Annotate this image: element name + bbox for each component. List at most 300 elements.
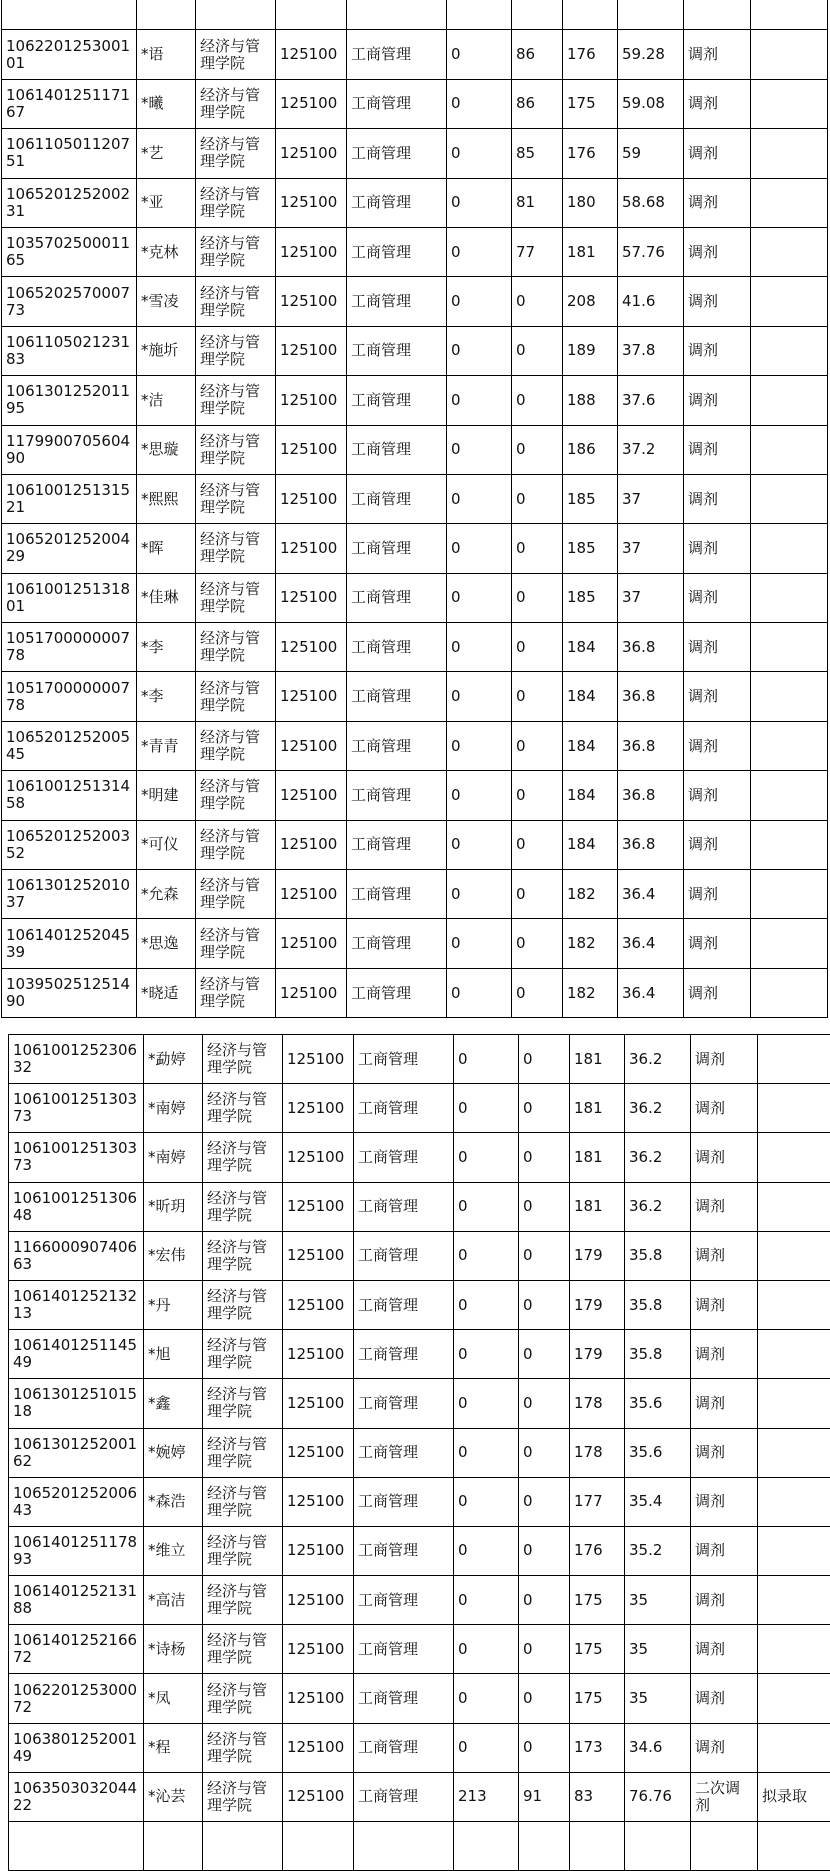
score-2-cell: 0	[512, 376, 563, 425]
table-row	[2, 771, 828, 820]
major-name-cell: 工商管理	[354, 1477, 454, 1526]
score-1-cell: 0	[454, 1477, 519, 1526]
major-code-cell: 125100	[283, 1084, 354, 1133]
college-cell: 经济与管理学院	[196, 524, 276, 573]
table-row	[9, 1576, 830, 1625]
score-2-cell: 0	[512, 771, 563, 820]
table-row	[9, 1674, 830, 1723]
score-3-cell: 184	[563, 721, 618, 770]
candidate-name-cell: *佳琳	[137, 573, 196, 622]
total-score-cell: 36.4	[618, 919, 684, 968]
candidate-name-cell: *维立	[144, 1526, 203, 1575]
table-row	[2, 820, 828, 869]
admission-type-cell: 调剂	[684, 820, 751, 869]
major-name-cell: 工商管理	[354, 1723, 454, 1772]
major-name-cell: 工商管理	[347, 79, 447, 128]
total-score-cell: 37	[618, 524, 684, 573]
admission-type-cell: 调剂	[691, 1035, 758, 1084]
score-2-cell: 0	[512, 919, 563, 968]
major-name-cell: 工商管理	[347, 623, 447, 672]
score-2-cell: 77	[512, 227, 563, 276]
total-score-cell: 35.6	[625, 1428, 691, 1477]
candidate-id-cell	[2, 0, 137, 30]
score-3-cell: 178	[570, 1379, 625, 1428]
candidate-id-cell: 106130125201195	[2, 376, 137, 425]
total-score-cell: 35.8	[625, 1330, 691, 1379]
major-code-cell: 125100	[283, 1625, 354, 1674]
candidate-id-cell: 106100125131521	[2, 474, 137, 523]
score-table-top	[1, 0, 828, 1018]
total-score-cell: 35	[625, 1625, 691, 1674]
candidate-id-cell: 106520125200545	[2, 721, 137, 770]
score-3-cell: 83	[570, 1772, 625, 1821]
candidate-name-cell: *凤	[144, 1674, 203, 1723]
major-name-cell: 工商管理	[347, 129, 447, 178]
total-score-cell: 35	[625, 1576, 691, 1625]
candidate-id-cell: 106220125300072	[9, 1674, 144, 1723]
candidate-id-cell: 106220125300101	[2, 30, 137, 79]
score-3-cell: 182	[563, 968, 618, 1017]
note-cell	[751, 227, 828, 276]
note-cell	[751, 30, 828, 79]
score-3-cell: 184	[563, 820, 618, 869]
major-name-cell: 工商管理	[347, 227, 447, 276]
admission-type-cell: 调剂	[691, 1379, 758, 1428]
total-score-cell: 36.4	[618, 870, 684, 919]
major-code-cell: 125100	[283, 1035, 354, 1084]
table-row	[9, 1084, 830, 1133]
score-3-cell: 181	[563, 227, 618, 276]
major-name-cell: 工商管理	[354, 1625, 454, 1674]
major-name-cell: 工商管理	[347, 968, 447, 1017]
college-cell: 经济与管理学院	[196, 376, 276, 425]
table-row	[9, 1822, 830, 1871]
score-2-cell: 86	[512, 30, 563, 79]
score-1-cell: 0	[447, 474, 512, 523]
score-3-cell: 188	[563, 376, 618, 425]
major-code-cell: 125100	[276, 227, 347, 276]
table-row	[2, 79, 828, 128]
score-2-cell: 0	[512, 524, 563, 573]
candidate-name-cell: *丹	[144, 1280, 203, 1329]
total-score-cell: 37.2	[618, 425, 684, 474]
major-code-cell: 125100	[283, 1674, 354, 1723]
candidate-id-cell: 106140125216672	[9, 1625, 144, 1674]
table-row	[2, 919, 828, 968]
score-3-cell: 180	[563, 178, 618, 227]
note-cell	[751, 326, 828, 375]
major-name-cell: 工商管理	[347, 573, 447, 622]
candidate-id-cell: 116600090740663	[9, 1231, 144, 1280]
score-3-cell: 178	[570, 1428, 625, 1477]
admission-type-cell: 调剂	[684, 968, 751, 1017]
candidate-name-cell: *勐婷	[144, 1035, 203, 1084]
score-2-cell: 0	[519, 1477, 570, 1526]
score-1-cell: 0	[447, 771, 512, 820]
candidate-id-cell: 106100125130373	[9, 1084, 144, 1133]
admission-type-cell: 调剂	[691, 1231, 758, 1280]
total-score-cell: 76.76	[625, 1772, 691, 1821]
major-name-cell: 工商管理	[347, 474, 447, 523]
major-name-cell: 工商管理	[347, 672, 447, 721]
table-row	[2, 721, 828, 770]
score-2-cell: 0	[512, 672, 563, 721]
total-score-cell: 36.2	[625, 1133, 691, 1182]
score-3-cell: 185	[563, 524, 618, 573]
major-code-cell: 125100	[283, 1723, 354, 1772]
total-score-cell: 36.8	[618, 721, 684, 770]
admission-type-cell: 调剂	[691, 1182, 758, 1231]
score-2-cell: 0	[512, 820, 563, 869]
score-2-cell: 0	[512, 277, 563, 326]
major-code-cell: 125100	[276, 573, 347, 622]
college-cell: 经济与管理学院	[196, 820, 276, 869]
table-row	[2, 30, 828, 79]
major-code-cell: 125100	[283, 1576, 354, 1625]
admission-type-cell: 调剂	[684, 227, 751, 276]
major-code-cell: 125100	[283, 1133, 354, 1182]
major-name-cell: 工商管理	[354, 1379, 454, 1428]
major-code-cell: 125100	[276, 129, 347, 178]
admission-type-cell: 调剂	[684, 277, 751, 326]
college-cell: 经济与管理学院	[196, 968, 276, 1017]
score-3-cell: 208	[563, 277, 618, 326]
candidate-name-cell: *青青	[137, 721, 196, 770]
major-code-cell: 125100	[276, 870, 347, 919]
candidate-name-cell: *婉婷	[144, 1428, 203, 1477]
total-score-cell: 34.6	[625, 1723, 691, 1772]
score-1-cell: 0	[447, 721, 512, 770]
candidate-id-cell: 106140125117893	[9, 1526, 144, 1575]
note-cell	[758, 1084, 830, 1133]
college-cell: 经济与管理学院	[196, 623, 276, 672]
total-score-cell: 35.2	[625, 1526, 691, 1575]
note-cell	[758, 1674, 830, 1723]
major-name-cell	[347, 0, 447, 30]
candidate-id-cell: 106520125200429	[2, 524, 137, 573]
candidate-id-cell: 106140125213213	[9, 1280, 144, 1329]
major-code-cell: 125100	[283, 1182, 354, 1231]
candidate-name-cell: *森浩	[144, 1477, 203, 1526]
candidate-id-cell: 106140125213188	[9, 1576, 144, 1625]
major-name-cell: 工商管理	[347, 524, 447, 573]
table-row	[2, 524, 828, 573]
note-cell	[758, 1526, 830, 1575]
table-row	[9, 1133, 830, 1182]
major-name-cell: 工商管理	[347, 326, 447, 375]
score-1-cell: 0	[454, 1723, 519, 1772]
major-code-cell: 125100	[276, 721, 347, 770]
table-row	[9, 1625, 830, 1674]
score-1-cell: 0	[454, 1330, 519, 1379]
admission-type-cell: 调剂	[684, 623, 751, 672]
note-cell	[751, 968, 828, 1017]
score-2-cell	[512, 0, 563, 30]
score-1-cell: 213	[454, 1772, 519, 1821]
score-2-cell: 0	[519, 1280, 570, 1329]
score-2-cell: 0	[512, 968, 563, 1017]
admission-type-cell: 调剂	[684, 129, 751, 178]
major-code-cell: 125100	[283, 1379, 354, 1428]
candidate-id-cell: 106110502123183	[2, 326, 137, 375]
major-code-cell: 125100	[276, 771, 347, 820]
admission-type-cell: 调剂	[684, 524, 751, 573]
table-row	[9, 1035, 830, 1084]
major-code-cell: 125100	[283, 1330, 354, 1379]
candidate-name-cell	[137, 0, 196, 30]
table-row	[9, 1379, 830, 1428]
total-score-cell: 36.8	[618, 771, 684, 820]
score-3-cell: 189	[563, 326, 618, 375]
admission-type-cell: 调剂	[691, 1625, 758, 1674]
college-cell: 经济与管理学院	[203, 1526, 283, 1575]
note-cell	[751, 277, 828, 326]
total-score-cell	[618, 0, 684, 30]
score-3-cell: 179	[570, 1231, 625, 1280]
admission-type-cell	[684, 0, 751, 30]
candidate-name-cell: *熙熙	[137, 474, 196, 523]
candidate-name-cell: *高洁	[144, 1576, 203, 1625]
score-1-cell: 0	[454, 1084, 519, 1133]
total-score-cell: 41.6	[618, 277, 684, 326]
note-cell	[758, 1280, 830, 1329]
note-cell	[751, 79, 828, 128]
note-cell	[751, 919, 828, 968]
admission-type-cell: 调剂	[691, 1428, 758, 1477]
major-name-cell: 工商管理	[347, 919, 447, 968]
score-1-cell: 0	[454, 1428, 519, 1477]
table-row	[2, 672, 828, 721]
admission-type-cell: 调剂	[684, 474, 751, 523]
score-1-cell	[447, 0, 512, 30]
note-cell	[751, 474, 828, 523]
major-code-cell: 125100	[276, 968, 347, 1017]
total-score-cell: 37	[618, 573, 684, 622]
score-3-cell: 176	[570, 1526, 625, 1575]
major-code-cell	[276, 0, 347, 30]
note-cell	[751, 870, 828, 919]
note-cell	[751, 129, 828, 178]
major-code-cell: 125100	[276, 30, 347, 79]
admission-type-cell: 调剂	[684, 30, 751, 79]
note-cell	[758, 1822, 830, 1871]
score-1-cell: 0	[447, 178, 512, 227]
candidate-name-cell: *李	[137, 672, 196, 721]
major-code-cell: 125100	[276, 326, 347, 375]
total-score-cell: 58.68	[618, 178, 684, 227]
candidate-name-cell: *可仪	[137, 820, 196, 869]
total-score-cell: 37.6	[618, 376, 684, 425]
table-row	[2, 129, 828, 178]
admission-type-cell: 二次调剂	[691, 1772, 758, 1821]
total-score-cell: 36.8	[618, 820, 684, 869]
college-cell: 经济与管理学院	[203, 1772, 283, 1821]
score-3-cell: 184	[563, 771, 618, 820]
score-1-cell: 0	[447, 30, 512, 79]
total-score-cell: 36.8	[618, 623, 684, 672]
college-cell	[196, 0, 276, 30]
score-3-cell: 179	[570, 1330, 625, 1379]
candidate-name-cell: *亚	[137, 178, 196, 227]
major-code-cell: 125100	[283, 1526, 354, 1575]
candidate-id-cell: 106140125114549	[9, 1330, 144, 1379]
major-name-cell: 工商管理	[354, 1084, 454, 1133]
score-3-cell: 185	[563, 474, 618, 523]
college-cell: 经济与管理学院	[196, 178, 276, 227]
candidate-id-cell: 106140125204539	[2, 919, 137, 968]
candidate-id-cell: 106380125200149	[9, 1723, 144, 1772]
major-name-cell: 工商管理	[354, 1280, 454, 1329]
admission-type-cell: 调剂	[684, 672, 751, 721]
note-cell	[758, 1625, 830, 1674]
college-cell: 经济与管理学院	[203, 1133, 283, 1182]
major-name-cell: 工商管理	[347, 30, 447, 79]
major-name-cell: 工商管理	[354, 1674, 454, 1723]
college-cell: 经济与管理学院	[203, 1723, 283, 1772]
candidate-name-cell: *洁	[137, 376, 196, 425]
major-code-cell: 125100	[276, 376, 347, 425]
score-1-cell: 0	[447, 672, 512, 721]
total-score-cell: 35	[625, 1674, 691, 1723]
score-3-cell: 181	[570, 1133, 625, 1182]
admission-type-cell: 调剂	[684, 721, 751, 770]
total-score-cell: 37.8	[618, 326, 684, 375]
college-cell: 经济与管理学院	[196, 425, 276, 474]
score-table-bottom	[8, 1034, 830, 1871]
college-cell: 经济与管理学院	[196, 919, 276, 968]
score-3-cell: 182	[563, 870, 618, 919]
score-2-cell: 0	[519, 1231, 570, 1280]
score-1-cell: 0	[454, 1625, 519, 1674]
admission-type-cell: 调剂	[691, 1133, 758, 1182]
major-name-cell: 工商管理	[354, 1035, 454, 1084]
note-cell	[751, 771, 828, 820]
score-2-cell: 0	[519, 1625, 570, 1674]
note-cell	[751, 524, 828, 573]
major-code-cell: 125100	[276, 524, 347, 573]
major-name-cell: 工商管理	[354, 1772, 454, 1821]
score-3-cell: 184	[563, 672, 618, 721]
major-name-cell: 工商管理	[354, 1526, 454, 1575]
score-2-cell: 0	[519, 1182, 570, 1231]
major-code-cell: 125100	[276, 79, 347, 128]
admission-type-cell: 调剂	[684, 425, 751, 474]
score-3-cell: 181	[570, 1084, 625, 1133]
note-cell: 拟录取	[758, 1772, 830, 1821]
note-cell	[751, 178, 828, 227]
major-code-cell: 125100	[276, 277, 347, 326]
note-cell	[751, 672, 828, 721]
admission-type-cell: 调剂	[684, 326, 751, 375]
total-score-cell: 35.4	[625, 1477, 691, 1526]
score-3-cell: 181	[570, 1182, 625, 1231]
score-3-cell: 175	[570, 1625, 625, 1674]
major-name-cell: 工商管理	[347, 277, 447, 326]
major-code-cell: 125100	[276, 474, 347, 523]
admission-type-cell: 调剂	[691, 1330, 758, 1379]
college-cell: 经济与管理学院	[196, 870, 276, 919]
college-cell: 经济与管理学院	[196, 326, 276, 375]
major-code-cell: 125100	[276, 623, 347, 672]
score-1-cell: 0	[454, 1280, 519, 1329]
note-cell	[751, 721, 828, 770]
total-score-cell: 59.08	[618, 79, 684, 128]
candidate-name-cell: *诗杨	[144, 1625, 203, 1674]
candidate-name-cell: *曦	[137, 79, 196, 128]
candidate-id-cell	[9, 1822, 144, 1871]
score-3-cell: 176	[563, 129, 618, 178]
college-cell: 经济与管理学院	[203, 1428, 283, 1477]
candidate-id-cell: 106520125200352	[2, 820, 137, 869]
admission-type-cell: 调剂	[691, 1674, 758, 1723]
score-1-cell: 0	[454, 1035, 519, 1084]
note-cell	[758, 1133, 830, 1182]
candidate-name-cell: *克林	[137, 227, 196, 276]
major-name-cell: 工商管理	[354, 1231, 454, 1280]
candidate-name-cell: *艺	[137, 129, 196, 178]
college-cell: 经济与管理学院	[196, 474, 276, 523]
candidate-id-cell: 117990070560490	[2, 425, 137, 474]
admission-type-cell: 调剂	[691, 1084, 758, 1133]
candidate-id-cell: 106520125200231	[2, 178, 137, 227]
admission-type-cell: 调剂	[684, 376, 751, 425]
candidate-id-cell: 106100125131801	[2, 573, 137, 622]
table-row	[9, 1280, 830, 1329]
college-cell: 经济与管理学院	[203, 1035, 283, 1084]
major-name-cell: 工商管理	[354, 1576, 454, 1625]
score-2-cell: 0	[519, 1526, 570, 1575]
candidate-id-cell: 106130125200162	[9, 1428, 144, 1477]
total-score-cell: 36.4	[618, 968, 684, 1017]
score-1-cell: 0	[447, 326, 512, 375]
note-cell	[751, 820, 828, 869]
major-code-cell: 125100	[276, 820, 347, 869]
admission-type-cell: 调剂	[691, 1477, 758, 1526]
score-2-cell: 0	[512, 573, 563, 622]
score-1-cell: 0	[447, 968, 512, 1017]
table-row	[2, 277, 828, 326]
score-1-cell: 0	[454, 1231, 519, 1280]
table-row	[9, 1428, 830, 1477]
admission-type-cell: 调剂	[691, 1280, 758, 1329]
score-3-cell: 177	[570, 1477, 625, 1526]
table-row	[9, 1723, 830, 1772]
total-score-cell: 57.76	[618, 227, 684, 276]
score-2-cell: 0	[519, 1084, 570, 1133]
score-2-cell: 0	[512, 326, 563, 375]
note-cell	[758, 1428, 830, 1477]
major-name-cell: 工商管理	[347, 820, 447, 869]
total-score-cell: 59	[618, 129, 684, 178]
candidate-id-cell: 103950251251490	[2, 968, 137, 1017]
candidate-name-cell: *雪凌	[137, 277, 196, 326]
candidate-name-cell: *鑫	[144, 1379, 203, 1428]
score-2-cell: 0	[519, 1035, 570, 1084]
score-3-cell	[570, 1822, 625, 1871]
table-row	[9, 1231, 830, 1280]
score-1-cell: 0	[454, 1576, 519, 1625]
total-score-cell: 36.2	[625, 1084, 691, 1133]
college-cell: 经济与管理学院	[196, 227, 276, 276]
candidate-name-cell: *思逸	[137, 919, 196, 968]
table-row	[9, 1477, 830, 1526]
candidate-name-cell	[144, 1822, 203, 1871]
score-2-cell: 0	[519, 1330, 570, 1379]
candidate-id-cell: 106140125117167	[2, 79, 137, 128]
candidate-name-cell: *明建	[137, 771, 196, 820]
table-row	[9, 1182, 830, 1231]
candidate-name-cell: *宏伟	[144, 1231, 203, 1280]
